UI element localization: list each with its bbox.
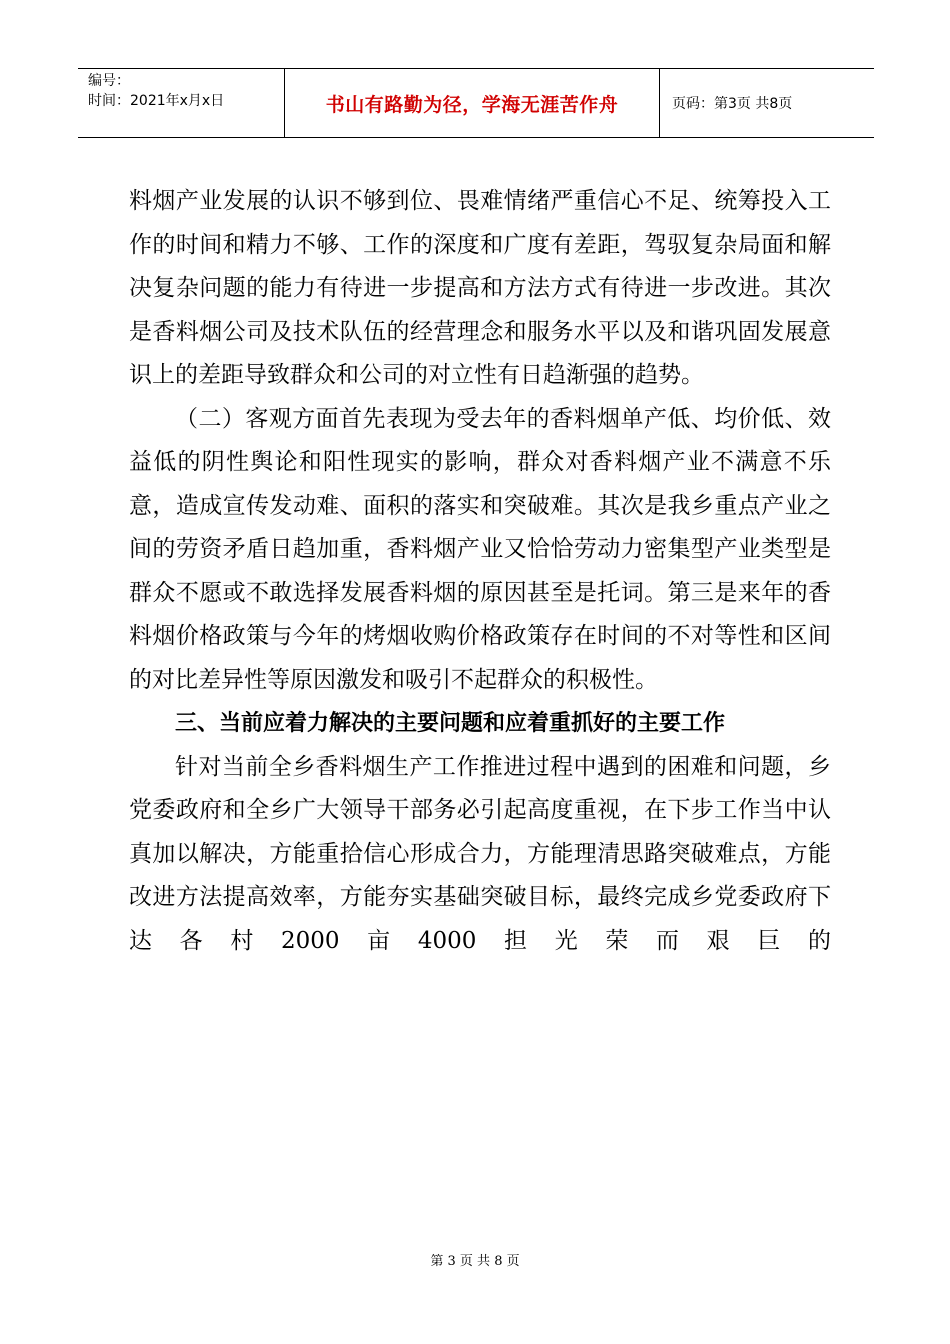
header-page-info: 页码：第3页 共8页 [672, 96, 793, 112]
paragraph-3: 针对当前全乡香料烟生产工作推进过程中遇到的困难和问题，乡党委政府和全乡广大领导干部务必引起高度重视，在下步工作当中认真加以解决，方能重拾信心形成合力，方能理清思路突破难点，方能改进方法提高效率，方能夯实基础突破目标，最终完成乡党委政府下达各村2000亩4000担光荣而艰巨的 [129, 753, 831, 954]
section-heading-3: 三、当前应着力解决的主要问题和应着重抓好的主要工作 [175, 711, 726, 736]
page-header [78, 68, 874, 138]
time-label: 时间：2021年x月x日 [88, 93, 225, 109]
header-meta [78, 69, 285, 137]
document-body [129, 180, 831, 963]
paragraph-1: 料烟产业发展的认识不够到位、畏难情绪严重信心不足、统筹投入工作的时间和精力不够、工作的深度和广度有差距，驾驭复杂局面和解决复杂问题的能力有待进一步提高和方法方式有待进一步改进。其次是香料烟公司及技术队伍的经营理念和服务水平以及和谐巩固发展意识上的差距导致群众和公司的对立性有日趋渐强的趋势。 [129, 188, 831, 388]
number-label: 编号： [88, 73, 130, 89]
page-footer: 第 3 页 共 8 页 [430, 1254, 520, 1269]
header-motto: 书山有路勤为径，学海无涯苦作舟 [285, 69, 660, 137]
paragraph-2: （二）客观方面首先表现为受去年的香料烟单产低、均价低、效益低的阴性舆论和阳性现实的影响，群众对香料烟产业不满意不乐意，造成宣传发动难、面积的落实和突破难。其次是我乡重点产业之间的劳资矛盾日趋加重，香料烟产业又恰恰劳动力密集型产业类型是群众不愿或不敢选择发展香料烟的原因甚至是托词。第三是来年的香料烟价格政策与今年的烤烟收购价格政策存在时间的不对等性和区间的对比差异性等原因激发和吸引不起群众的积极性。 [129, 405, 831, 693]
